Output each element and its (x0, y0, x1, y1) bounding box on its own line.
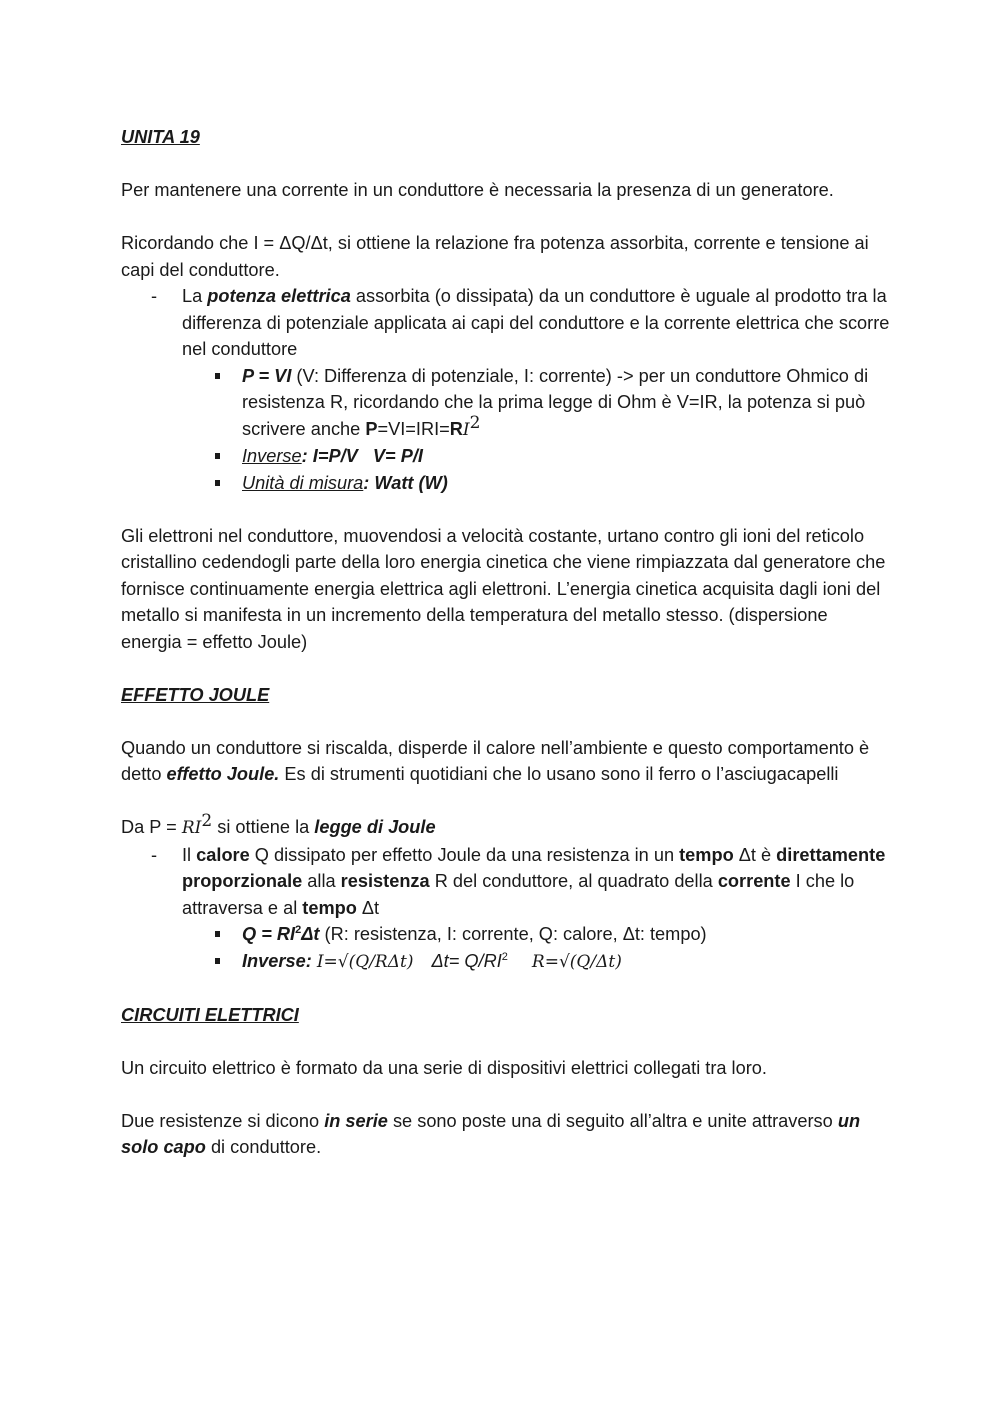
term-direct: direttamente proporzionale (182, 844, 886, 891)
joule-inverse-label: Inverse: (242, 950, 312, 971)
joule-term: effetto Joule. (166, 764, 280, 784)
text-span: di conduttore. (205, 1137, 322, 1157)
text-span: Es di strumenti quotidiani che lo usano sono il ferro o l’asciugacapelli (279, 764, 839, 784)
joule-description (121, 735, 891, 788)
text-span: se sono poste una di seguito all’altra e unite attraverso (387, 1110, 838, 1131)
circuits-description: Un circuito elettrico è formato da una serie di dispositivi elettrici collegati tra loro. (121, 1057, 767, 1078)
text-span: si ottiene la (212, 817, 315, 837)
text-span: (V: Differenza di potenziale, I: corrente) -> per un conduttore Ohmico di resistenza R, ricordando che la prima legge di Ohm è V=IR, la potenza si può scrivere anche (242, 365, 869, 439)
series-paragraph (121, 1108, 891, 1161)
inverse-dt-exponent: 2 (501, 950, 508, 963)
joule-formula-exponent: 2 (295, 924, 302, 936)
power-term: potenza elettrica (207, 286, 351, 306)
law-ri: RI (181, 818, 202, 838)
text-span: assorbita (o dissipata) da un conduttore è uguale al prodotto tra la differenza di potenziale applicata ai capi del conduttore e la corrente elettrica che scorre nel conduttore (182, 286, 890, 359)
term-corrente: corrente (717, 871, 791, 891)
inverse-label: Inverse (242, 446, 302, 466)
text-span: La (182, 286, 208, 306)
term-calore: calore (196, 844, 250, 865)
text-span: Da P = (121, 817, 182, 837)
formula-p: P (365, 418, 378, 439)
text-span: (R: resistenza, I: corrente, Q: calore, Δt: tempo) (319, 924, 707, 944)
power-unit-item (121, 470, 891, 497)
joule-formula-item (121, 921, 891, 948)
joule-formula: Q = RI (242, 924, 296, 944)
formula-mid: =VI=IRI= (377, 418, 450, 439)
intro-paragraph: Per mantenere una corrente in un conduttore è necessaria la presenza di un generatore. (121, 180, 834, 200)
page-title: UNITA 19 (121, 127, 200, 147)
power-lead-paragraph: Ricordando che I = ΔQ/Δt, si ottiene la relazione fra potenza assorbita, corrente e tensione ai capi del conduttore. (121, 233, 869, 280)
formula-exponent: 2 (469, 412, 481, 433)
text-span: Δt (356, 897, 380, 918)
joule-heading: EFFETTO JOULE (121, 684, 270, 705)
joule-law-item (121, 842, 891, 922)
unit-label: Unità di misura (242, 472, 364, 493)
text-span: I che lo attraversa e al (182, 871, 855, 918)
text-span: Il (182, 844, 197, 865)
law-term: legge di Joule (314, 817, 436, 837)
inverse-r-formula: R=√(Q/Δt) (531, 951, 622, 972)
term-tempo-2: tempo (302, 897, 357, 918)
joule-inverse-item (121, 948, 891, 976)
text-span: Quando un conduttore si riscalda, disperde il calore nell’ambiente e questo comportamento è detto (121, 737, 870, 784)
text-span: Δt è (733, 844, 777, 865)
series-term-2: un solo capo (121, 1110, 861, 1157)
joule-formula-dt: Δt (301, 924, 320, 944)
power-definition-item (121, 283, 891, 363)
text-span: Q dissipato per effetto Joule da una resistenza in un (249, 844, 680, 865)
text-span: R del conduttore, al quadrato della (429, 871, 718, 891)
text-span: alla (302, 871, 341, 891)
formula-i: I (462, 419, 470, 440)
series-term: in serie (324, 1110, 388, 1131)
power-formula: P = VI (242, 365, 292, 386)
unit-value: : Watt (W) (363, 472, 448, 493)
inverse-values: : I=P/V V= P/I (301, 446, 423, 466)
electrons-paragraph: Gli elettroni nel conduttore, muovendosi a velocità costante, urtano contro gli ioni del reticolo cristallino cedendogli parte della loro energia cinetica che viene rimpiazzata dal generatore che fornisce continuamente energia elettrica agli elettroni. L’energia cinetica acquisita dagli ioni del metallo si manifesta in un incremento della temperatura del metallo stesso. (dispersione energia = effetto Joule) (121, 525, 886, 652)
term-resistenza: resistenza (340, 871, 430, 891)
document-body (121, 124, 891, 1161)
joule-law-lead (121, 811, 891, 842)
inverse-i-formula: I=√(Q/RΔt) (316, 951, 414, 972)
formula-r: R (449, 418, 463, 439)
power-formula-item (121, 363, 891, 444)
circuits-heading: CIRCUITI ELETTRICI (121, 1004, 299, 1025)
inverse-dt-formula: Δt= Q/RI (431, 950, 502, 971)
power-inverse-item (121, 443, 891, 470)
law-exponent: 2 (201, 811, 213, 831)
text-span: Due resistenze si dicono (121, 1110, 325, 1131)
term-tempo: tempo (679, 844, 734, 865)
